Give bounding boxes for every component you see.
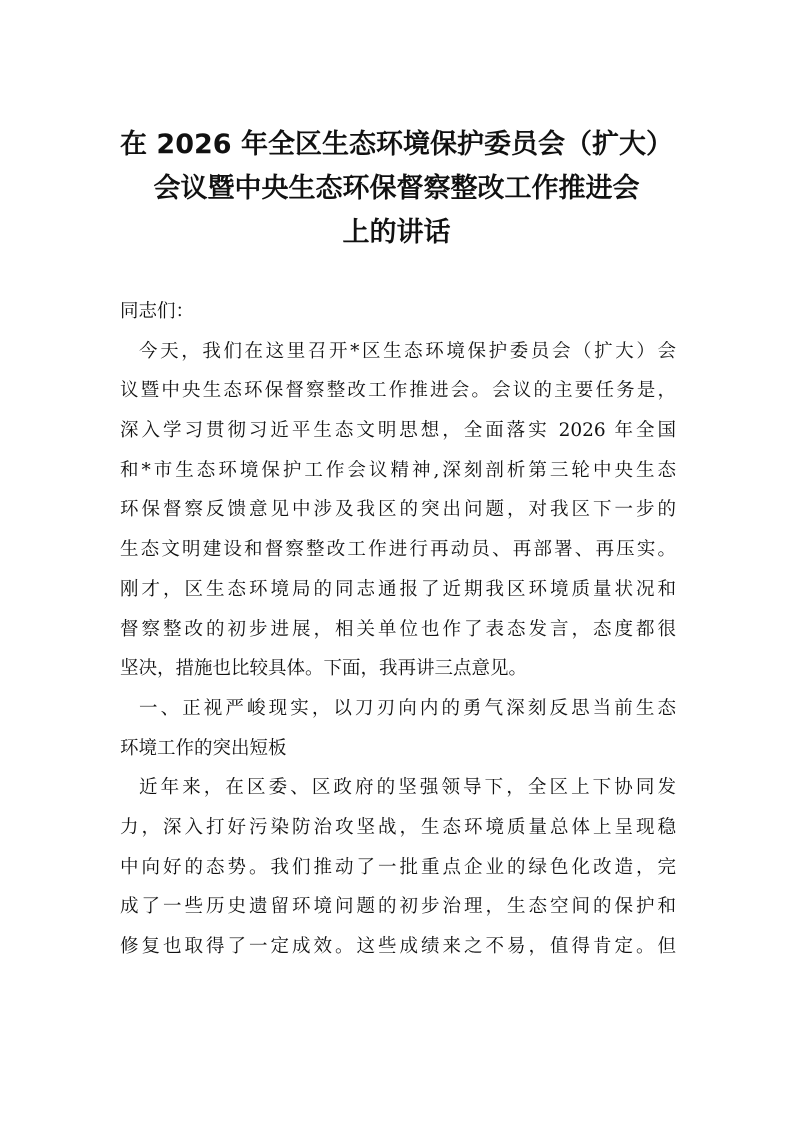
title-line-3: 上的讲话 (342, 217, 451, 248)
paragraph-line: 修复也取得了一定成效。这些成绩来之不易，值得肯定。但 (120, 936, 676, 957)
paragraph-line: 坚决，措施也比较具体。下面，我再讲三点意见。 (120, 658, 528, 680)
speech-body (120, 292, 676, 967)
paragraph-line: 督察整改的初步进展，相关单位也作了表态发言，态度都很 (120, 618, 676, 640)
paragraph-line: 环保督察反馈意见中涉及我区的突出问题，对我区下一步的 (120, 499, 676, 521)
title-line-2: 会议暨中央生态环保督察整改工作推进会 (153, 173, 640, 204)
paragraph-line: 生态文明建设和督察整改工作进行再动员、再部署、再压实。 (120, 539, 676, 561)
paragraph-line: 深入学习贯彻习近平生态文明思想，全面落实 2026 年全国 (120, 420, 676, 442)
section-heading-line: 环境工作的突出短板 (120, 737, 287, 759)
title-line-1: 在 2026 年全区生态环境保护委员会（扩大） (120, 129, 673, 160)
paragraph-line: 成了一些历史遗留环境问题的初步治理，生态空间的保护和 (120, 896, 676, 918)
section-heading-line: 一、正视严峻现实，以刀刃向内的勇气深刻反思当前生态 (139, 697, 676, 719)
paragraph-line: 中向好的态势。我们推动了一批重点企业的绿色化改造，完 (120, 856, 676, 878)
paragraph-line: 和*市生态环境保护工作会议精神,深刻剖析第三轮中央生态 (120, 459, 676, 481)
paragraph-line: 今天，我们在这里召开*区生态环境保护委员会（扩大）会 (139, 340, 676, 362)
speech-title (60, 123, 733, 255)
paragraph-line: 力，深入打好污染防治攻坚战，生态环境质量总体上呈现稳 (120, 816, 676, 838)
paragraph-line: 近年来，在区委、区政府的坚强领导下，全区上下协同发 (139, 777, 676, 799)
paragraph-line: 议暨中央生态环保督察整改工作推进会。会议的主要任务是， (120, 380, 676, 402)
salutation: 同志们： (120, 301, 195, 322)
paragraph-line: 刚才，区生态环境局的同志通报了近期我区环境质量状况和 (120, 578, 676, 600)
